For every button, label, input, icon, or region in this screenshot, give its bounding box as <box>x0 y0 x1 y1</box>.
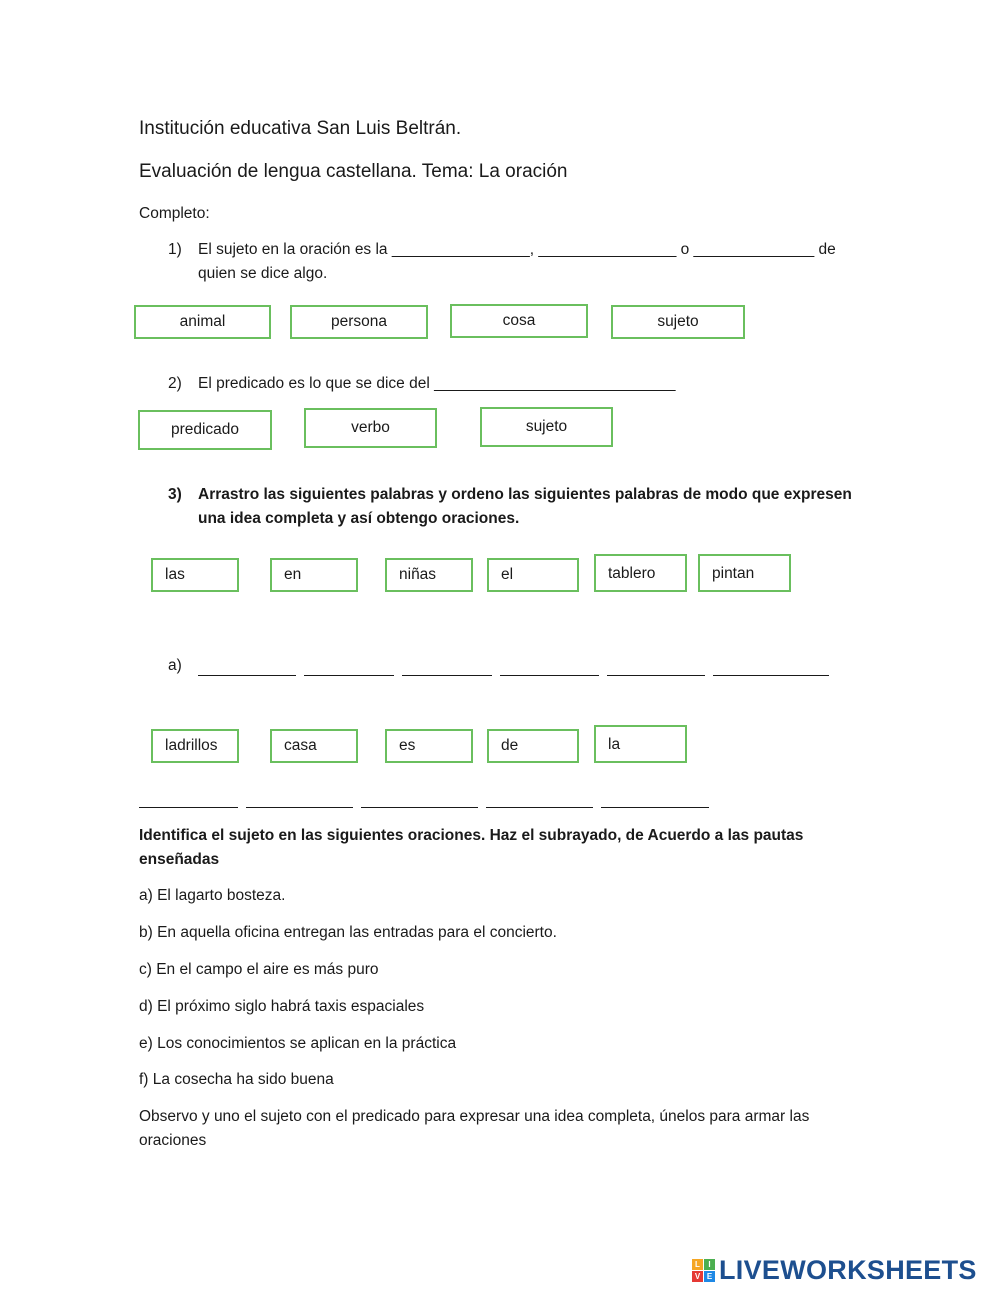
page-title: Evaluación de lengua castellana. Tema: La oración <box>139 161 568 182</box>
drag-word-persona[interactable]: persona <box>290 305 428 339</box>
drag-word-sujeto[interactable]: sujeto <box>611 305 745 339</box>
sentence-c[interactable]: c) En el campo el aire es más puro <box>139 961 379 978</box>
drag-word-ladrillos[interactable]: ladrillos <box>151 729 239 763</box>
drag-word-casa[interactable]: casa <box>270 729 358 763</box>
institution-title: Institución educativa San Luis Beltrán. <box>139 118 462 139</box>
answer-blank-b-3[interactable] <box>361 807 478 808</box>
drag-word-cosa[interactable]: cosa <box>450 304 588 338</box>
liveworksheets-logo <box>692 1255 977 1285</box>
drag-word-pintan[interactable]: pintan <box>698 554 791 592</box>
q1-text-line2: quien se dice algo. <box>198 265 328 282</box>
subject-instruction-line2: enseñadas <box>139 851 220 868</box>
subject-instruction-line1: Identifica el sujeto en las siguientes oraciones. Haz el subrayado, de Acuerdo a las pautas <box>139 827 804 844</box>
q2-number: 2) <box>168 375 182 392</box>
drag-word-el[interactable]: el <box>487 558 579 592</box>
q3-text-line1: Arrastro las siguientes palabras y ordeno las siguientes palabras de modo que expresen <box>198 486 852 503</box>
closing-line2: oraciones <box>139 1132 207 1149</box>
sentence-e[interactable]: e) Los conocimientos se aplican en la práctica <box>139 1035 457 1052</box>
drag-word-sujeto-2[interactable]: sujeto <box>480 407 613 447</box>
q1-number: 1) <box>168 241 182 258</box>
drag-word-tablero[interactable]: tablero <box>594 554 687 592</box>
drag-word-las[interactable]: las <box>151 558 239 592</box>
item-a-label: a) <box>168 657 182 674</box>
answer-blank-b-5[interactable] <box>601 807 709 808</box>
liveworksheets-logo-icon: L I V E <box>692 1259 715 1282</box>
q3-text-line2: una idea completa y así obtengo oraciones. <box>198 510 520 527</box>
drag-word-es[interactable]: es <box>385 729 473 763</box>
q1-text-line1: El sujeto en la oración es la ________________, ________________ o ______________ de <box>198 241 836 258</box>
intro-label: Completo: <box>139 205 210 222</box>
drag-word-de[interactable]: de <box>487 729 579 763</box>
answer-blank-b-4[interactable] <box>486 807 593 808</box>
drag-word-en[interactable]: en <box>270 558 358 592</box>
answer-blank-a-3[interactable] <box>402 675 492 676</box>
closing-line1: Observo y uno el sujeto con el predicado para expresar una idea completa, únelos para armar las <box>139 1108 810 1125</box>
sentence-a[interactable]: a) El lagarto bosteza. <box>139 887 286 904</box>
answer-blank-a-1[interactable] <box>198 675 296 676</box>
answer-blank-a-2[interactable] <box>304 675 394 676</box>
drag-word-verbo[interactable]: verbo <box>304 408 437 448</box>
drag-word-animal[interactable]: animal <box>134 305 271 339</box>
answer-blank-b-2[interactable] <box>246 807 353 808</box>
q3-number: 3) <box>168 486 182 503</box>
sentence-f[interactable]: f) La cosecha ha sido buena <box>139 1071 334 1088</box>
answer-blank-a-6[interactable] <box>713 675 829 676</box>
drag-word-ninas[interactable]: niñas <box>385 558 473 592</box>
drag-word-predicado[interactable]: predicado <box>138 410 272 450</box>
brand-name: LIVEWORKSHEETS <box>719 1254 977 1285</box>
q2-text: El predicado es lo que se dice del ____________________________ <box>198 375 676 392</box>
drag-word-la[interactable]: la <box>594 725 687 763</box>
answer-blank-a-5[interactable] <box>607 675 705 676</box>
answer-blank-b-1[interactable] <box>139 807 238 808</box>
sentence-d[interactable]: d) El próximo siglo habrá taxis espaciales <box>139 998 425 1015</box>
sentence-b[interactable]: b) En aquella oficina entregan las entradas para el concierto. <box>139 924 557 941</box>
answer-blank-a-4[interactable] <box>500 675 599 676</box>
